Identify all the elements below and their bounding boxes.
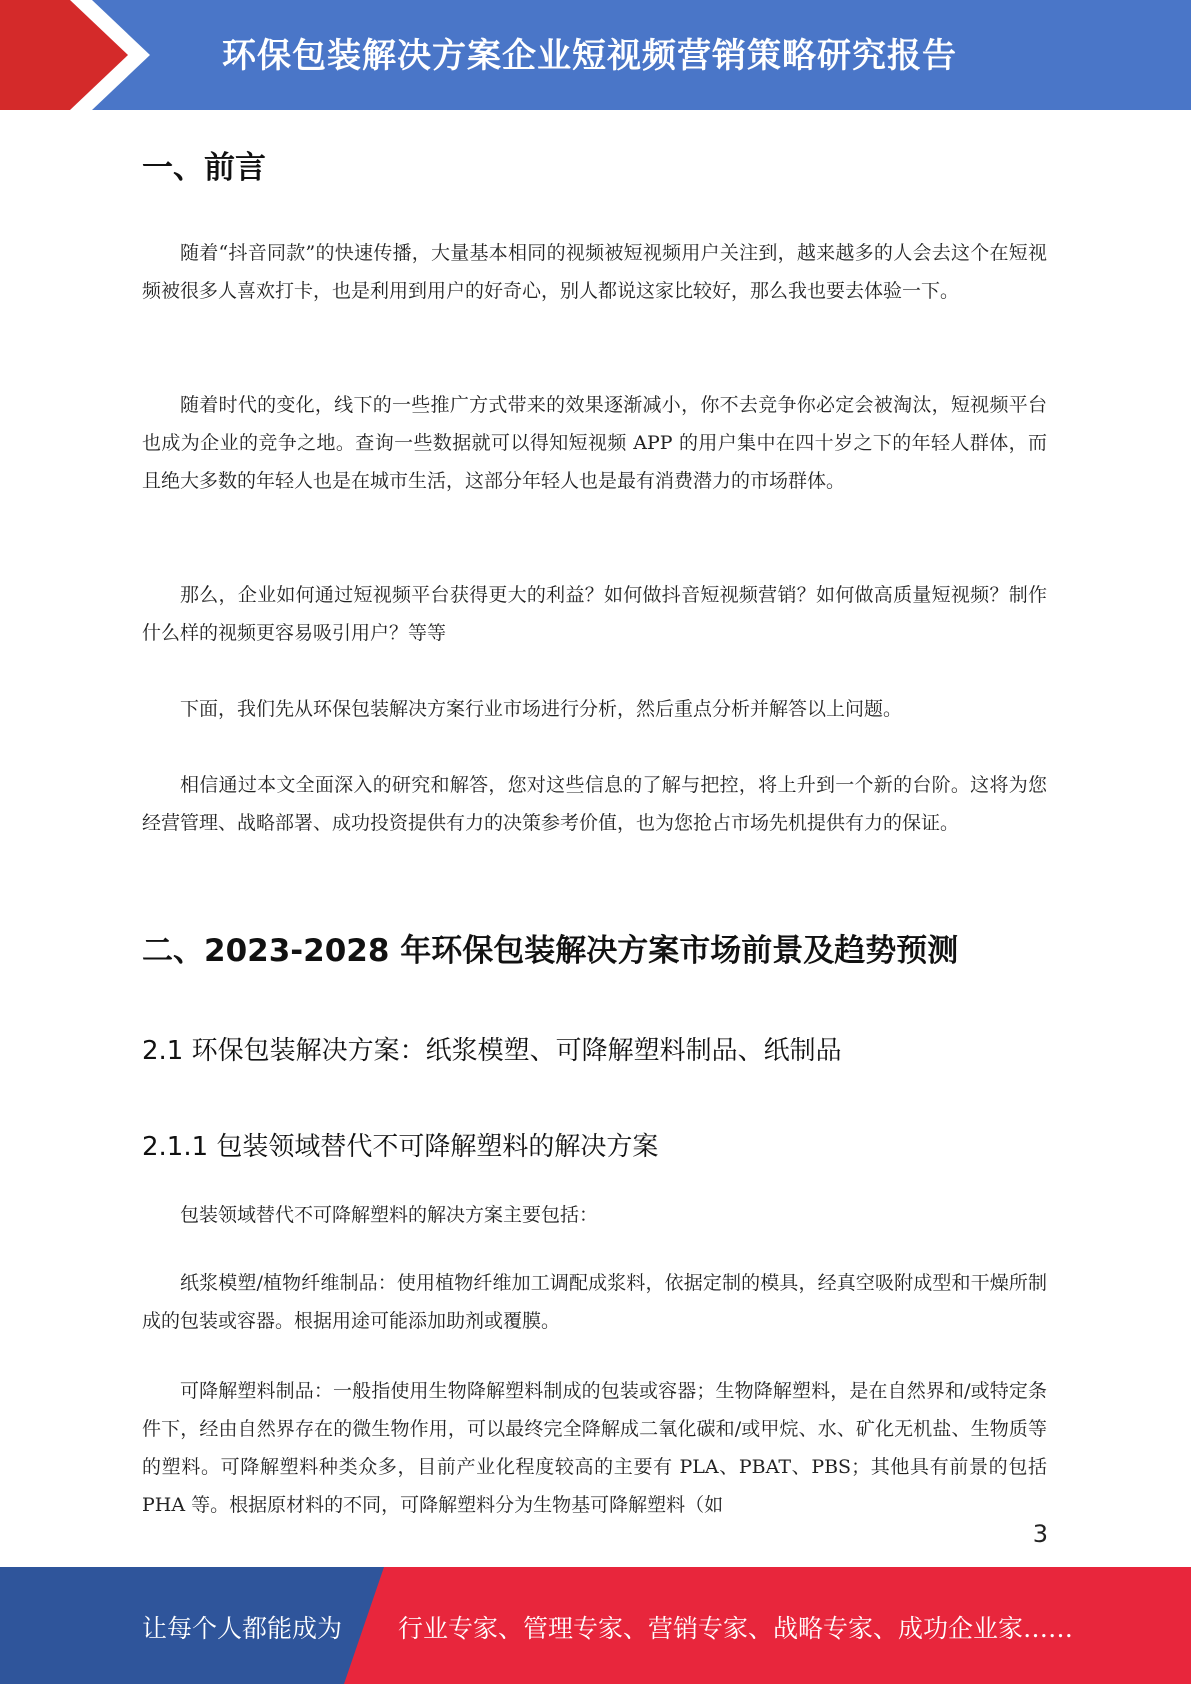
subsection-heading-2-1-1: 2.1.1 包装领域替代不可降解塑料的解决方案 <box>142 1132 659 1162</box>
intro-paragraph-2: 随着时代的变化，线下的一些推广方式带来的效果逐渐减小，你不去竞争你必定会被淘汰，短视频平台也成为企业的竞争之地。查询一些数据就可以得知短视频 APP 的用户集中在四十岁之下的年轻人群体，而且绝大多数的年轻人也是在城市生活，这部分年轻人也是最有消费潜力的市场群体。 <box>142 394 1047 492</box>
page-header <box>0 0 1191 110</box>
intro-paragraph-1: 随着“抖音同款”的快速传播，大量基本相同的视频被短视频用户关注到，越来越多的人会去这个在短视频被很多人喜欢打卡，也是利用到用户的好奇心，别人都说这家比较好，那么我也要去体验一下。 <box>142 242 1047 302</box>
footer-slogan-right: 行业专家、管理专家、营销专家、战略专家、成功企业家…… <box>398 1614 1074 1643</box>
page-footer <box>0 1567 1191 1684</box>
report-title: 环保包装解决方案企业短视频营销策略研究报告 <box>222 36 957 76</box>
footer-slogan-left: 让每个人都能成为 <box>142 1614 343 1643</box>
forecast-paragraph-3: 可降解塑料制品：一般指使用生物降解塑料制成的包装或容器；生物降解塑料，是在自然界和/或特定条件下，经由自然界存在的微生物作用，可以最终完全降解成二氧化碳和/或甲烷、水、矿化无机盐、生物质等的塑料。可降解塑料种类众多，目前产业化程度较高的主要有 PLA、PBAT、PBS；其他具有前景的包括 PHA 等。根据原材料的不同，可降解塑料分为生物基可降解塑料（如 <box>142 1380 1047 1516</box>
intro-paragraph-5: 相信通过本文全面深入的研究和解答，您对这些信息的了解与把控，将上升到一个新的台阶。这将为您经营管理、战略部署、成功投资提供有力的决策参考价值，也为您抢占市场先机提供有力的保证。 <box>142 774 1047 834</box>
intro-paragraph-4: 下面，我们先从环保包装解决方案行业市场进行分析，然后重点分析并解答以上问题。 <box>180 698 903 720</box>
forecast-paragraph-2: 纸浆模塑/植物纤维制品：使用植物纤维加工调配成浆料，依据定制的模具，经真空吸附成型和干燥所制成的包装或容器。根据用途可能添加助剂或覆膜。 <box>142 1272 1047 1332</box>
section-heading-intro: 一、前言 <box>142 150 266 186</box>
forecast-paragraph-1: 包装领域替代不可降解塑料的解决方案主要包括： <box>180 1204 599 1226</box>
section-heading-forecast: 二、2023-2028 年环保包装解决方案市场前景及趋势预测 <box>142 933 959 969</box>
intro-paragraph-3: 那么，企业如何通过短视频平台获得更大的利益？如何做抖音短视频营销？如何做高质量短视频？制作什么样的视频更容易吸引用户？等等 <box>142 584 1047 644</box>
subsection-heading-2-1: 2.1 环保包装解决方案：纸浆模塑、可降解塑料制品、纸制品 <box>142 1036 842 1066</box>
page-number: 3 <box>1032 1520 1048 1548</box>
